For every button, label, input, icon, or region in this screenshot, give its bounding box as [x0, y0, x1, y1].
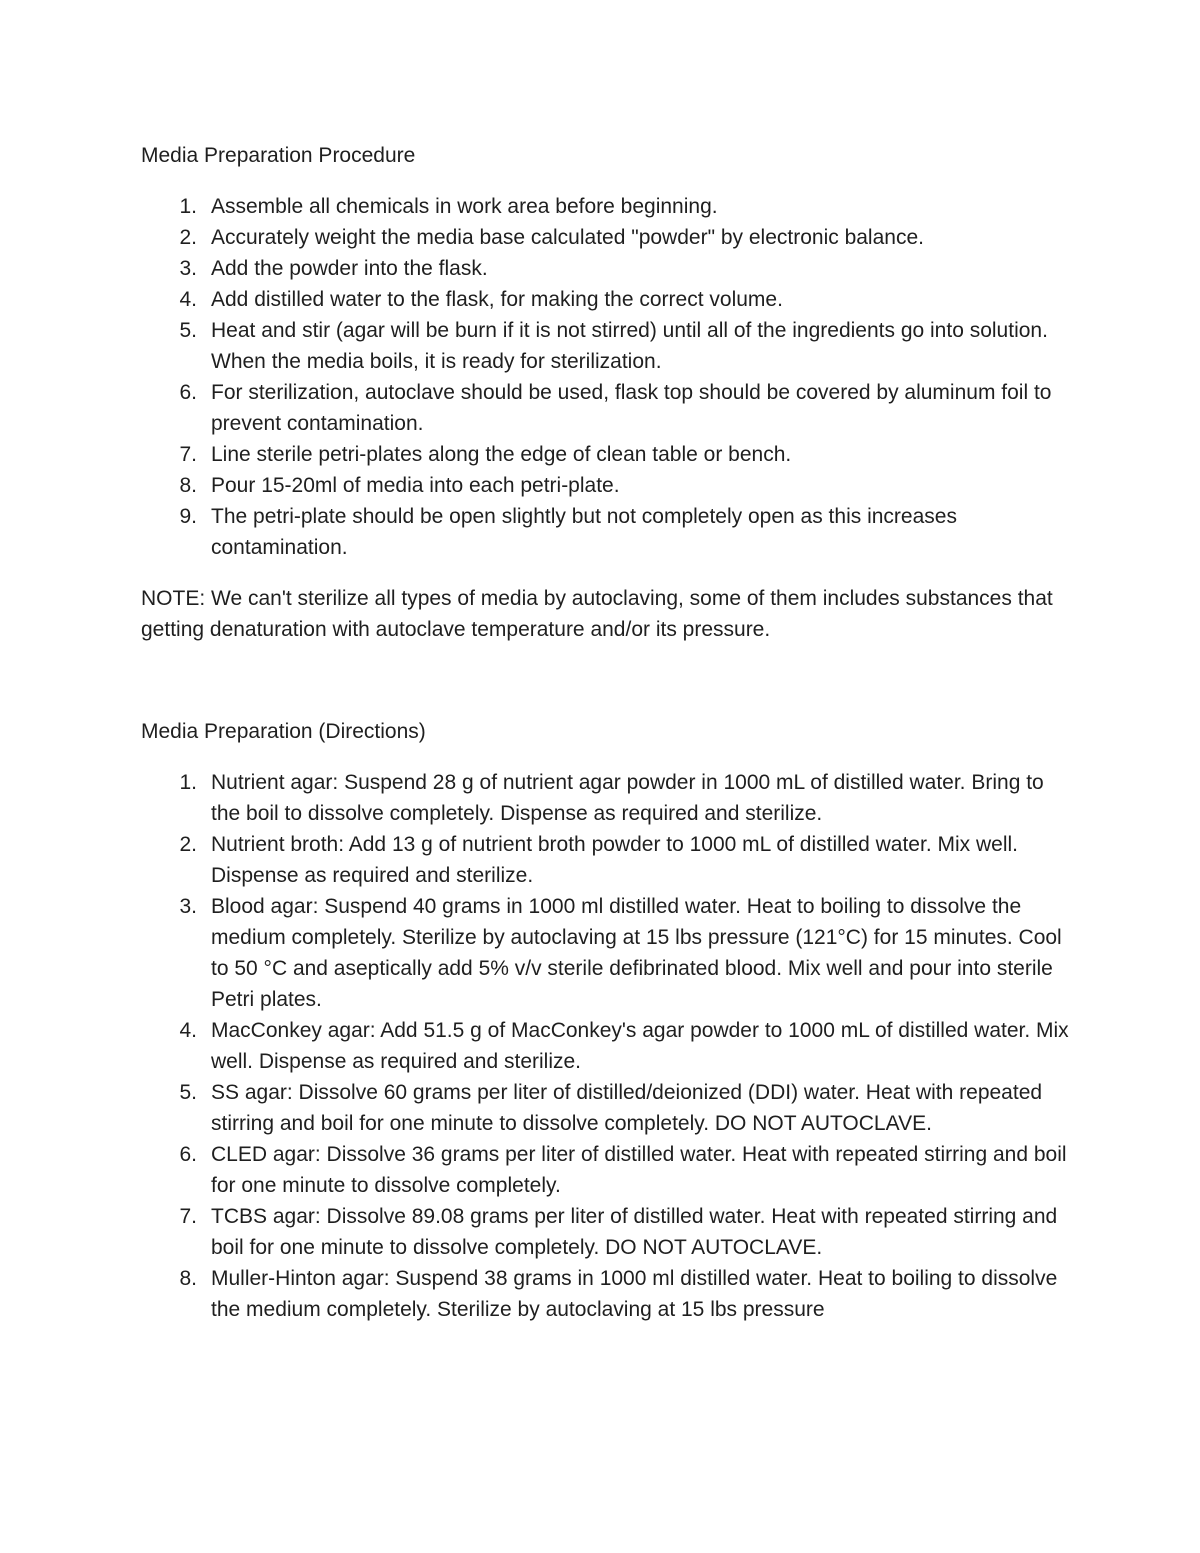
list-item-text: Assemble all chemicals in work area before beginning. — [211, 195, 718, 218]
list-item — [141, 1077, 1071, 1139]
list-item — [141, 1139, 1071, 1201]
list-item — [141, 891, 1071, 1015]
list-number: 5. — [179, 319, 197, 342]
list-number: 2. — [179, 226, 197, 249]
list-number: 6. — [179, 1143, 197, 1166]
list-item — [141, 253, 1071, 284]
list-number: 3. — [179, 895, 197, 918]
list-number: 4. — [179, 288, 197, 311]
list-number: 8. — [179, 1267, 197, 1290]
list-item — [141, 191, 1071, 222]
list-number: 9. — [179, 505, 197, 528]
list-item-text: SS agar: Dissolve 60 grams per liter of distilled/deionized (DDI) water. Heat with repeated stirring and boil for one minute to dissolve completely. DO NOT AUTOCLAVE. — [211, 1081, 1043, 1135]
list-item — [141, 284, 1071, 315]
list-number: 8. — [179, 474, 197, 497]
list-number: 7. — [179, 443, 197, 466]
list-number: 7. — [179, 1205, 197, 1228]
list-item — [141, 377, 1071, 439]
list-item-text: Nutrient broth: Add 13 g of nutrient broth powder to 1000 mL of distilled water. Mix well. Dispense as required and sterilize. — [211, 833, 1018, 887]
list-number: 1. — [179, 771, 197, 794]
procedure-steps-list — [141, 191, 1071, 563]
list-number: 1. — [179, 195, 197, 218]
list-item — [141, 1201, 1071, 1263]
list-number: 2. — [179, 833, 197, 856]
list-number: 4. — [179, 1019, 197, 1042]
list-item — [141, 439, 1071, 470]
document-page — [141, 140, 1071, 1325]
list-item — [141, 767, 1071, 829]
list-item-text: Line sterile petri-plates along the edge of clean table or bench. — [211, 443, 792, 466]
list-item-text: Heat and stir (agar will be burn if it is not stirred) until all of the ingredients go into solution. When the media boils, it is ready for sterilization. — [211, 319, 1048, 373]
list-item — [141, 315, 1071, 377]
directions-title: Media Preparation (Directions) — [141, 720, 426, 743]
directions-steps-list — [141, 767, 1071, 1325]
list-item-text: Add distilled water to the flask, for making the correct volume. — [211, 288, 783, 311]
list-item — [141, 1015, 1071, 1077]
list-item — [141, 222, 1071, 253]
list-item — [141, 501, 1071, 563]
directions-section — [141, 716, 1071, 1325]
list-item-text: For sterilization, autoclave should be used, flask top should be covered by aluminum foil to prevent contamination. — [211, 381, 1052, 435]
list-item-text: CLED agar: Dissolve 36 grams per liter of distilled water. Heat with repeated stirring and boil for one minute to dissolve completely. — [211, 1143, 1067, 1197]
list-number: 3. — [179, 257, 197, 280]
list-item — [141, 1263, 1071, 1325]
list-item-text: TCBS agar: Dissolve 89.08 grams per liter of distilled water. Heat with repeated stirring and boil for one minute to dissolve completely. DO NOT AUTOCLAVE. — [211, 1205, 1058, 1259]
note-paragraph: NOTE: We can't sterilize all types of media by autoclaving, some of them includes substances that getting denaturation with autoclave temperature and/or its pressure. — [141, 587, 1053, 641]
list-item-text: Add the powder into the flask. — [211, 257, 488, 280]
list-item-text: Pour 15-20ml of media into each petri-plate. — [211, 474, 620, 497]
procedure-title: Media Preparation Procedure — [141, 144, 416, 167]
list-item-text: MacConkey agar: Add 51.5 g of MacConkey's agar powder to 1000 mL of distilled water. Mix well. Dispense as required and sterilize. — [211, 1019, 1069, 1073]
list-item-text: Muller-Hinton agar: Suspend 38 grams in 1000 ml distilled water. Heat to boiling to dissolve the medium completely. Sterilize by autoclaving at 15 lbs pressure — [211, 1267, 1058, 1321]
list-number: 6. — [179, 381, 197, 404]
list-item-text: Blood agar: Suspend 40 grams in 1000 ml distilled water. Heat to boiling to dissolve the medium completely. Sterilize by autoclaving at 15 lbs pressure (121°C) for 15 minutes. Cool to 50 °C and aseptically add 5% v/v sterile defibrinated blood. Mix well and pour into sterile Petri plates. — [211, 895, 1062, 1011]
list-item-text: Nutrient agar: Suspend 28 g of nutrient agar powder in 1000 mL of distilled water. Bring to the boil to dissolve completely. Dispense as required and sterilize. — [211, 771, 1044, 825]
list-number: 5. — [179, 1081, 197, 1104]
procedure-section — [141, 140, 1071, 645]
list-item — [141, 470, 1071, 501]
list-item-text: The petri-plate should be open slightly but not completely open as this increases contamination. — [211, 505, 957, 559]
list-item — [141, 829, 1071, 891]
list-item-text: Accurately weight the media base calculated "powder" by electronic balance. — [211, 226, 924, 249]
